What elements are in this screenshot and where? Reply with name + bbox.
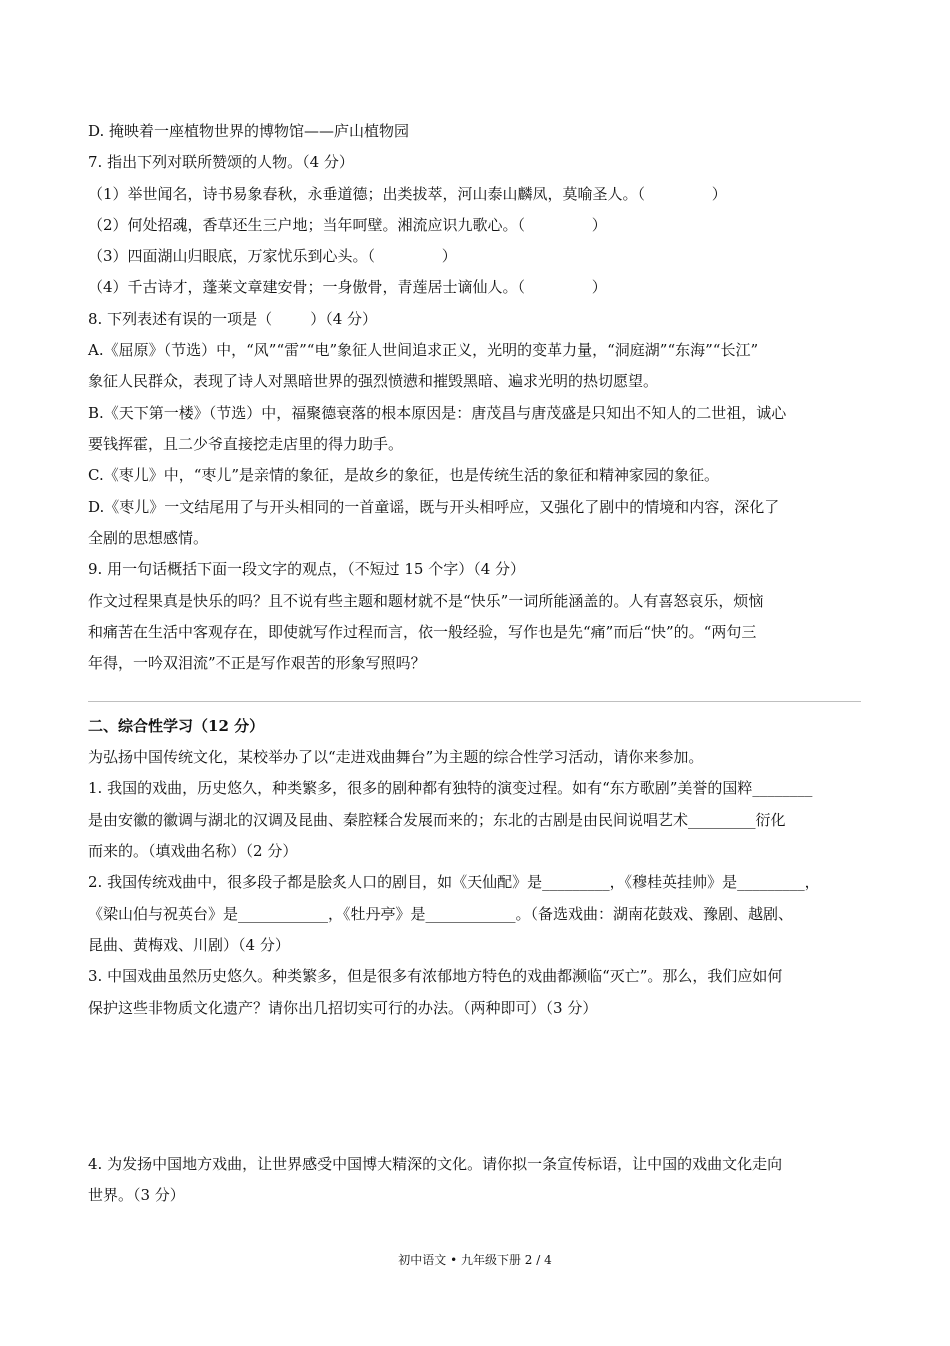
question-2-1-line2: 是由安徽的徽调与湖北的汉调及昆曲、秦腔糅合发展而来的；东北的古剧是由民间说唱艺术_________衍化 — [88, 811, 786, 829]
question-7-item-3: （3）四面湖山归眼底，万家忧乐到心头。（ ） — [88, 247, 457, 265]
question-8-option-a-line1: A.《屈原》（节选）中，“风”“雷”“电”象征人世间追求正义，光明的变革力量，“洞庭湖”“东海”“长江” — [88, 341, 759, 359]
question-7-item-2: （2）何处招魂，香草还生三户地；当年呵壁。湘流应识九歌心。（ ） — [88, 216, 607, 234]
question-2-4-line2: 世界。（3 分） — [88, 1186, 185, 1204]
question-2-3-line1: 3. 中国戏曲虽然历史悠久。种类繁多，但是很多有浓郁地方特色的戏曲都濒临“灭亡”。那么，我们应如何 — [88, 967, 783, 985]
question-8-option-d-line1: D.《枣儿》一文结尾用了与开头相同的一首童谣，既与开头相呼应，又强化了剧中的情境和内容，深化了 — [88, 498, 780, 516]
question-8-option-b-line1: B.《天下第一楼》（节选）中，福聚德衰落的根本原因是：唐茂昌与唐茂盛是只知出不知人的二世祖，诚心 — [88, 404, 787, 422]
question-8-stem: 8. 下列表述有误的一项是（ ）（4 分） — [88, 310, 378, 328]
page-footer: 初中语文 • 九年级下册 2 / 4 — [398, 1253, 552, 1267]
question-2-1-line1: 1. 我国的戏曲，历史悠久，种类繁多，很多的剧种都有独特的演变过程。如有“东方歌剧”美誉的国粹________ — [88, 779, 813, 797]
question-7-item-4: （4）千古诗才，蓬莱文章建安骨；一身傲骨，青莲居士谪仙人。（ ） — [88, 278, 607, 296]
question-2-2-line3: 昆曲、黄梅戏、川剧）（4 分） — [88, 936, 290, 954]
question-2-2-line2: 《梁山伯与祝英台》是____________，《牡丹亭》是____________。（备选戏曲：湖南花鼓戏、豫剧、越剧、 — [88, 905, 794, 923]
question-8-option-b-line2: 要钱挥霍，且二少爷直接挖走店里的得力助手。 — [88, 435, 404, 453]
question-8-option-a-line2: 象征人民群众，表现了诗人对黑暗世界的强烈愤懑和摧毁黑暗、遍求光明的热切愿望。 — [88, 372, 659, 390]
question-8-option-d-line2: 全剧的思想感情。 — [88, 529, 209, 547]
question-9-passage-line2: 和痛苦在生活中客观存在，即使就写作过程而言，依一般经验，写作也是先“痛”而后“快”的。“两句三 — [88, 623, 757, 641]
question-2-4-line1: 4. 为发扬中国地方戏曲，让世界感受中国博大精深的文化。请你拟一条宣传标语，让中国的戏曲文化走向 — [88, 1155, 783, 1173]
question-9-passage-line1: 作文过程果真是快乐的吗？且不说有些主题和题材就不是“快乐”一词所能涵盖的。人有喜怒哀乐，烦恼 — [88, 592, 764, 610]
question-2-1-line3: 而来的。（填戏曲名称）（2 分） — [88, 842, 298, 860]
section-divider — [88, 701, 861, 702]
question-2-3-line2: 保护这些非物质文化遗产？请你出几招切实可行的办法。（两种即可）（3 分） — [88, 999, 598, 1017]
section-2-heading: 二、综合性学习（12 分） — [88, 717, 265, 735]
question-8-option-c: C.《枣儿》中，“枣儿”是亲情的象征，是故乡的象征，也是传统生活的象征和精神家园的象征。 — [88, 466, 720, 484]
option-d-line: D. 掩映着一座植物世界的博物馆——庐山植物园 — [88, 122, 410, 140]
question-9-stem: 9. 用一句话概括下面一段文字的观点，（不短过 15 个字）（4 分） — [88, 560, 526, 578]
question-9-passage-line3: 年得，一吟双泪流”不正是写作艰苦的形象写照吗？ — [88, 654, 426, 672]
section-2-intro: 为弘扬中国传统文化，某校举办了以“走进戏曲舞台”为主题的综合性学习活动，请你来参加。 — [88, 748, 704, 766]
question-7-item-1: （1）举世闻名，诗书易象春秋，永垂道德；出类拔萃，河山泰山麟凤，莫喻圣人。（ ） — [88, 185, 727, 203]
question-2-2-line1: 2. 我国传统戏曲中，很多段子都是脍炙人口的剧目，如《天仙配》是_________，《穆桂英挂帅》是_________， — [88, 873, 820, 891]
question-7-stem: 7. 指出下列对联所赞颂的人物。（4 分） — [88, 153, 354, 171]
